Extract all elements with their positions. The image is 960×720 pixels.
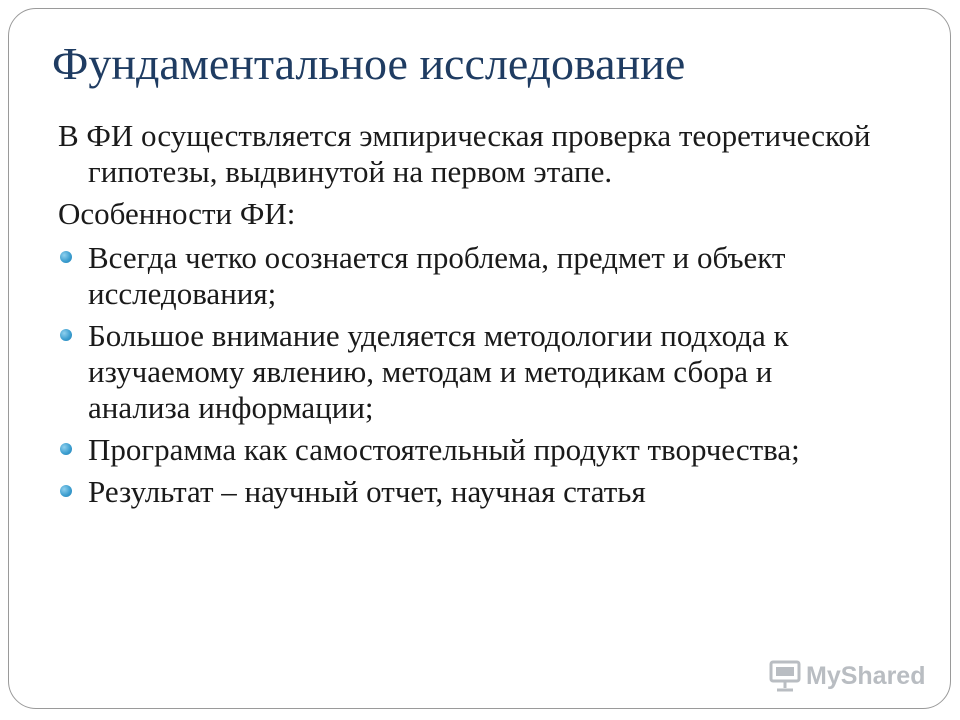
list-item-text: Большое внимание уделяется методологии подхода к изучаемому явлению, методам и методикам сбора и анализа информации; bbox=[88, 318, 789, 425]
presentation-board-icon bbox=[768, 659, 802, 693]
slide-title: Фундаментальное исследование bbox=[52, 38, 686, 89]
bullet-icon bbox=[60, 443, 72, 455]
list-item bbox=[58, 474, 878, 510]
bullet-icon bbox=[60, 329, 72, 341]
slide-body bbox=[58, 118, 878, 516]
list-item bbox=[58, 432, 878, 468]
intro-paragraph: В ФИ осуществляется эмпирическая проверка теоретической гипотезы, выдвинутой на первом этапе. bbox=[58, 118, 871, 189]
bullet-icon bbox=[60, 251, 72, 263]
list-item bbox=[58, 240, 878, 312]
features-list bbox=[58, 240, 878, 510]
watermark-text: MyShared bbox=[806, 661, 926, 690]
watermark[interactable] bbox=[768, 656, 925, 696]
list-item-text: Программа как самостоятельный продукт творчества; bbox=[88, 432, 800, 467]
features-heading: Особенности ФИ: bbox=[58, 196, 296, 231]
list-item-text: Всегда четко осознается проблема, предмет и объект исследования; bbox=[88, 240, 786, 311]
list-item bbox=[58, 318, 878, 426]
bullet-icon bbox=[60, 485, 72, 497]
list-item-text: Результат – научный отчет, научная статья bbox=[88, 474, 646, 509]
